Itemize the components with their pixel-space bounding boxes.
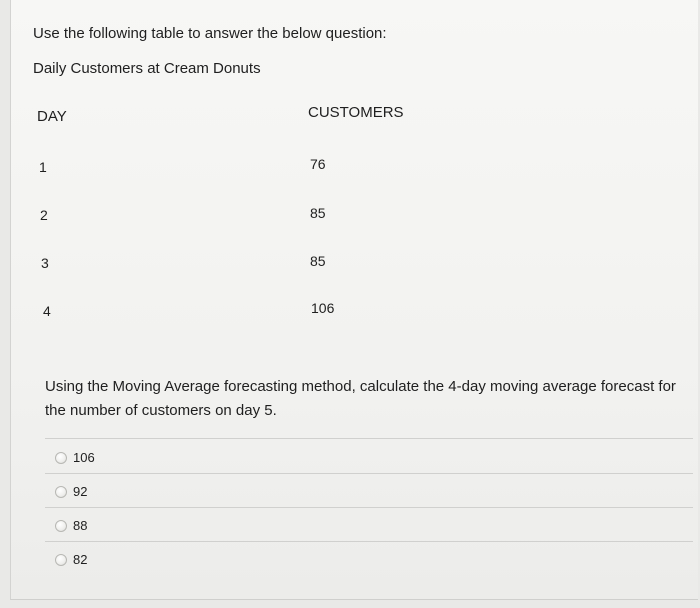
table-cell-day: 4 [43,303,51,319]
radio-button[interactable] [55,486,67,498]
question-card [10,0,698,600]
table-cell-day: 1 [39,159,47,175]
answer-option[interactable] [55,516,87,536]
table-title: Daily Customers at Cream Donuts [33,60,261,77]
question-prompt: Using the Moving Average forecasting method, calculate the 4-day moving average forecast for the number of customers on day 5. [45,378,676,419]
answer-option-label: 106 [73,450,95,465]
radio-button[interactable] [55,452,67,464]
answer-option-label: 82 [73,552,88,567]
table-cell-day: 3 [41,255,49,271]
column-header-day: DAY [37,108,67,125]
answer-option[interactable] [55,482,87,502]
table-cell-day: 2 [40,207,48,223]
divider [45,541,693,542]
column-header-customers: CUSTOMERS [308,104,404,121]
table-cell-customers: 85 [310,205,326,221]
answer-option-label: 88 [73,518,88,533]
question-intro: Use the following table to answer the below question: [33,25,387,42]
divider [45,438,693,439]
answer-option[interactable] [55,550,87,570]
table-cell-customers: 76 [310,156,326,172]
divider [45,507,693,508]
table-cell-customers: 85 [310,253,326,269]
answer-option-label: 92 [73,484,88,499]
radio-button[interactable] [55,554,67,566]
table-cell-customers: 106 [311,300,335,316]
divider [45,473,693,474]
radio-button[interactable] [55,520,67,532]
answer-option[interactable] [55,448,95,468]
